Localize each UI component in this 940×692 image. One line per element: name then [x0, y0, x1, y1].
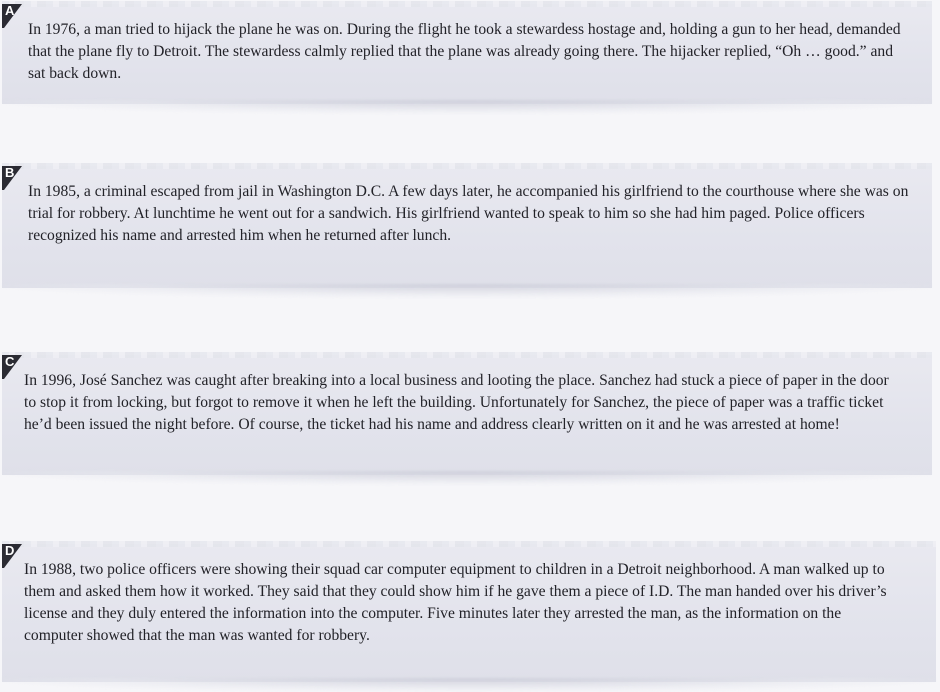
story-label-badge	[2, 355, 26, 379]
story-text: In 1988, two police officers were showing their squad car computer equipment to children in a Detroit neighborhood. A man walked up to them and asked them how it worked. They said that they could show him if he gave them a piece of I.D. The man handed over his driver’s license and they duly entered the information into the computer. Five minutes later they arrested the man, as the information on the computer showed that the man was wanted for robbery.	[24, 561, 887, 644]
story-card-b	[2, 166, 932, 288]
torn-edge	[2, 541, 936, 547]
story-label: A	[5, 3, 15, 18]
story-card-a	[2, 4, 932, 104]
story-label: D	[5, 543, 15, 558]
story-card-c	[2, 355, 932, 475]
story-text: In 1996, José Sanchez was caught after breaking into a local business and looting the place. Sanchez had stuck a piece of paper in the door to stop it from locking, but forgot to remove it when he left the building. Unfortunately for Sanchez, the piece of paper was a traffic ticket he’d been issued the night before. Of course, the ticket had his name and address clearly written on it and he was arrested at home!	[24, 372, 889, 433]
story-text: In 1976, a man tried to hijack the plane he was on. During the flight he took a stewardess hostage and, holding a gun to her head, demanded that the plane fly to Detroit. The stewardess calmly replied that the plane was already going there. The hijacker replied, “Oh … good.” and sat back down.	[28, 21, 901, 82]
story-label-badge	[2, 544, 26, 568]
torn-edge	[2, 352, 932, 358]
torn-edge	[2, 163, 932, 169]
story-label-badge	[2, 166, 26, 190]
story-text: In 1985, a criminal escaped from jail in Washington D.C. A few days later, he accompanied his girlfriend to the courthouse where she was on trial for robbery. At lunchtime he went out for a sandwich. His girlfriend wanted to speak to him so she had him paged. Police officers recognized his name and arrested him when he returned after lunch.	[28, 183, 909, 244]
story-label: B	[5, 165, 15, 180]
torn-edge	[2, 1, 932, 7]
story-card-d	[2, 544, 936, 682]
story-label-badge	[2, 4, 26, 28]
story-label: C	[5, 354, 15, 369]
